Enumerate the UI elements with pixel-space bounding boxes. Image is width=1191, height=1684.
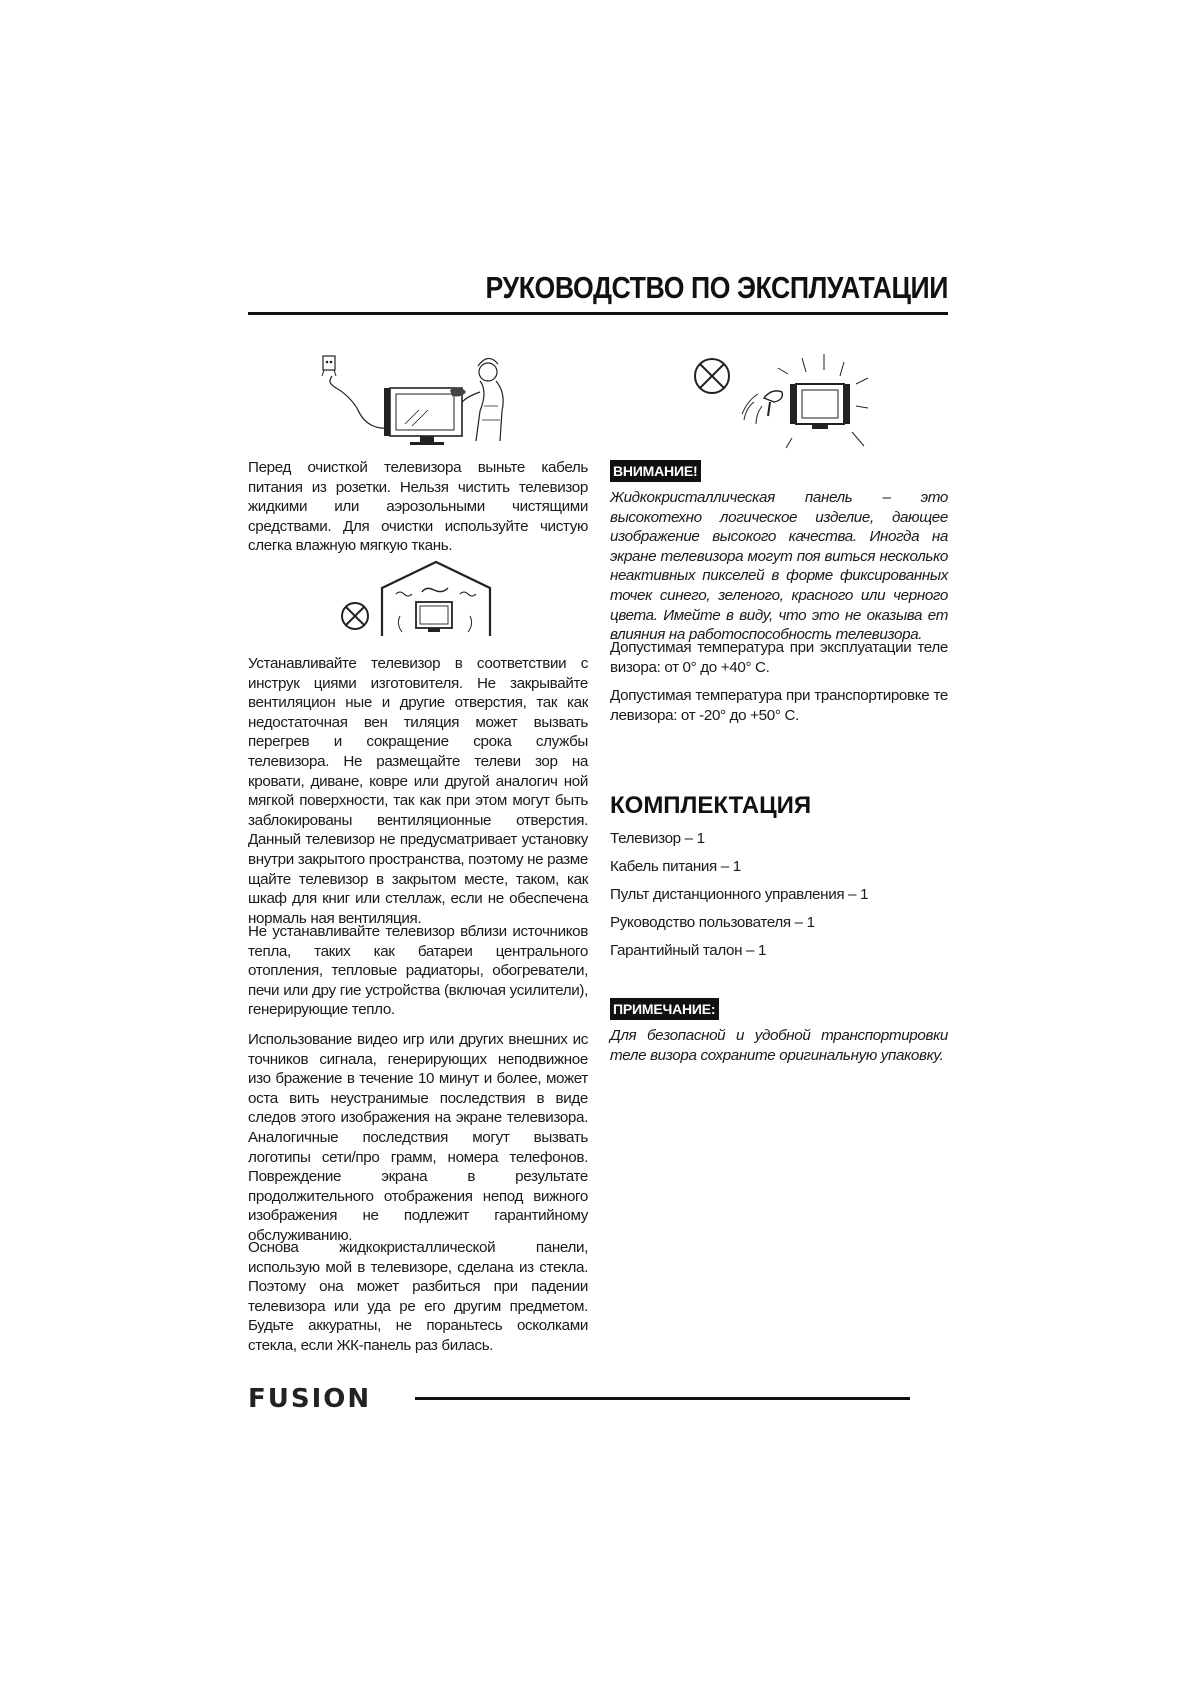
cleaning-paragraph: Перед очисткой телевизора выньте кабель питания из розетки. Нельзя чистить телевизор жидкими или аэрозольными чистящими средствами. Для очистки используйте чистую слегка влажную мягкую ткань. <box>248 459 588 555</box>
no-hairdryer-illustration <box>692 354 872 450</box>
kit-item: Гарантийный талон – 1 <box>610 942 767 959</box>
note-text: Для безопасной и удобной транспортировки теле визора сохраните оригинальную упаковку. <box>610 1027 948 1064</box>
title-divider <box>248 312 948 315</box>
footer-divider <box>415 1397 910 1400</box>
page-title: РУКОВОДСТВО ПО ЭКСПЛУАТАЦИИ <box>485 270 948 305</box>
kit-item: Телевизор – 1 <box>610 830 705 847</box>
note-label: ПРИМЕЧАНИЕ: <box>610 998 719 1020</box>
kit-title: КОМПЛЕКТАЦИЯ <box>610 792 812 819</box>
cleaning-tv-illustration <box>320 350 520 450</box>
operating-temperature: Допустимая температура при эксплуатации теле визора: от 0° до +40° С. <box>610 639 948 676</box>
warning-text: Жидкокристаллическая панель – это высокотехно логическое изделие, дающее изображение высокого качества. Иногда на экране телевизора могут поя виться несколько неактивных пикселей в форме фиксированных точек синего, зеленого, красного или черного цвета. Имейте в виду, что это не оказыва ет влияния на работоспособность телевизора. <box>610 489 948 644</box>
no-enclosure-illustration <box>340 558 510 640</box>
heat-sources-paragraph: Не устанавливайте телевизор вблизи источников тепла, таких как батареи центрального отопления, тепловые радиаторы, обогреватели, печи или дру гие устройства (включая усилители), генерирующие тепло. <box>248 923 588 1019</box>
kit-item: Кабель питания – 1 <box>610 858 741 875</box>
transport-temperature: Допустимая температура при транспортировке те левизора: от -20° до +50° С. <box>610 687 948 724</box>
static-image-paragraph: Использование видео игр или других внешних ис точников сигнала, генерирующих неподвижное изо бражение в течение 10 минут и более, может оста вить неустранимые последствия в виде следов этого изображения на экране телевизора. Аналогичные последствия могут вызвать логотипы сети/про грамм, номера телефонов. Повреждение экрана в результате продолжительного отображения непод вижного изображения не подлежит гарантийному обслуживанию. <box>248 1031 588 1244</box>
glass-panel-paragraph: Основа жидкокристаллической панели, использую мой в телевизоре, сделана из стекла. Поэтому она может разбиться при падении телевизора или уда ре его другим предметом. Будьте аккуратны, не пораньтесь осколками стекла, если ЖК-панель раз билась. <box>248 1239 588 1354</box>
kit-item: Пульт дистанционного управления – 1 <box>610 886 869 903</box>
warning-label: ВНИМАНИЕ! <box>610 460 701 482</box>
brand-logo: FUSION <box>248 1384 372 1414</box>
installation-paragraph: Устанавливайте телевизор в соответствии с инструк циями изготовителя. Не закрывайте вентиляцион ные и другие отверстия, так как недостаточная вен тиляция может вызвать перегрев и сокращение срока службы телевизора. Не размещайте телеви зор на кровати, диване, ковре или другой аналогич ной мягкой поверхности, так как при этом могут быть заблокированы вентиляционные отверстия. Данный телевизор не предусматривает установку внутри закрытого пространства, поэтому не разме щайте телевизор в закрытом месте, таком, как шкаф для книг или стеллаж, если не обеспечена нормаль ная вентиляция. <box>248 655 588 927</box>
kit-item: Руководство пользователя – 1 <box>610 914 815 931</box>
